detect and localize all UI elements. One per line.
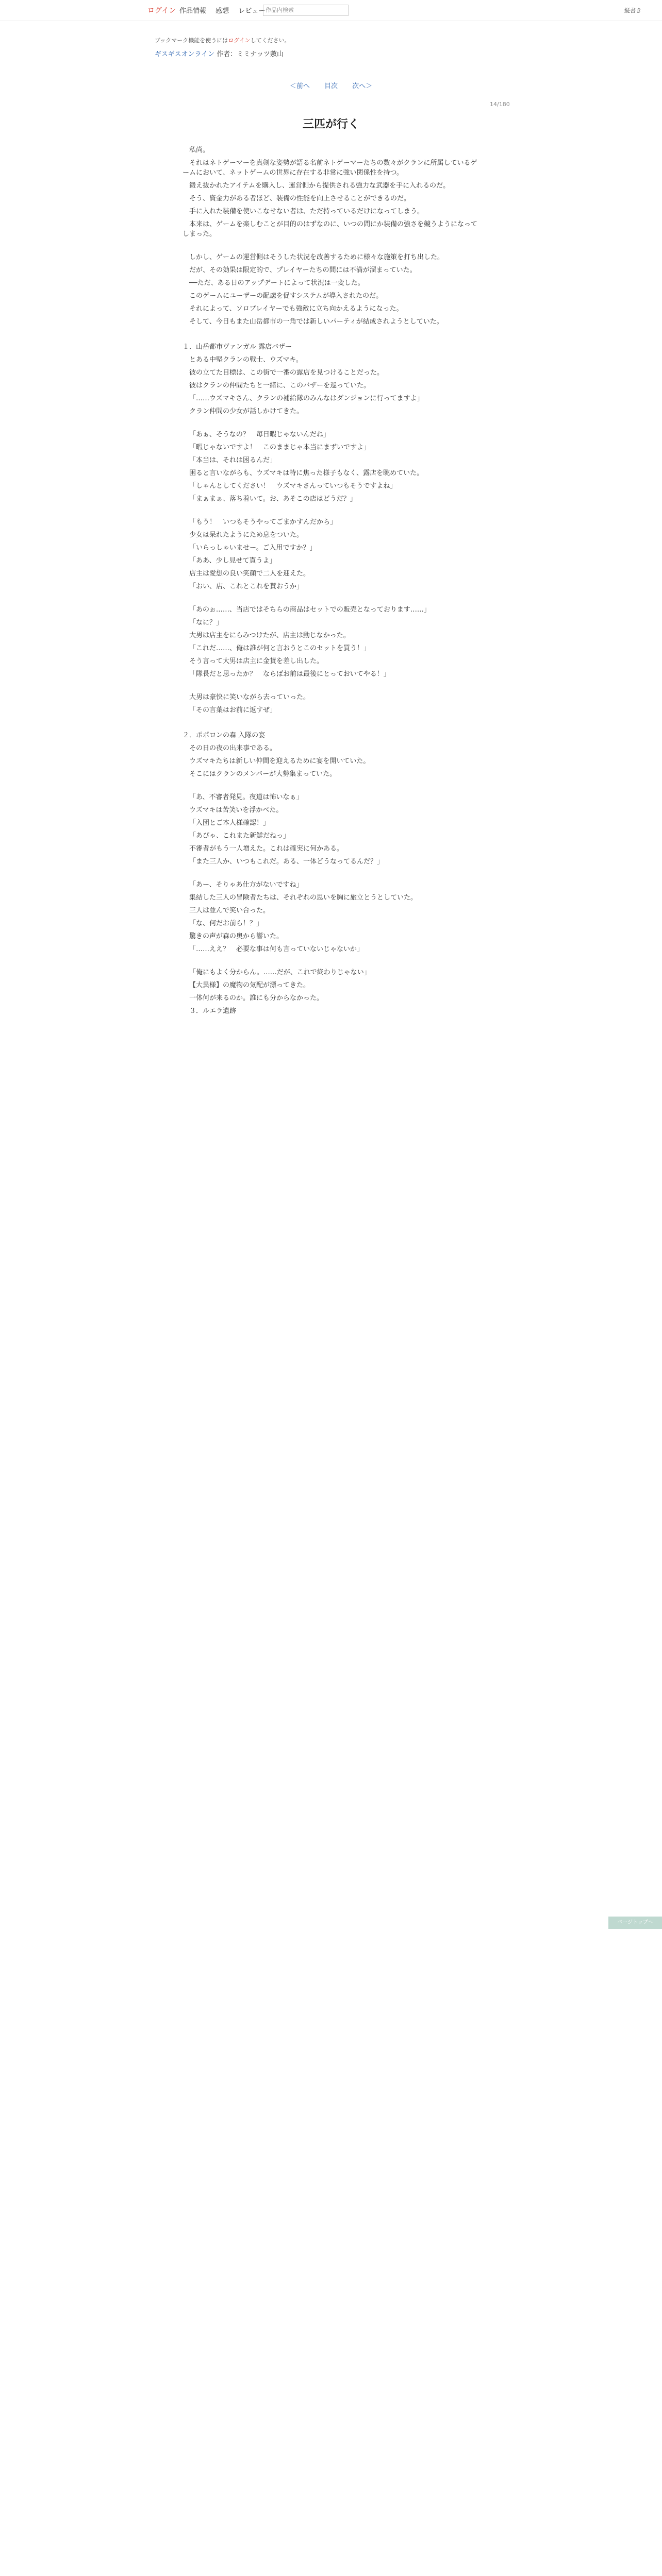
body-paragraph: ２．ポポロンの森 入隊の宴	[183, 732, 266, 739]
body-paragraph: 店主は愛想の良い笑顔で二人を迎えた。	[189, 570, 310, 578]
body-paragraph: 「しゃんとしてください！ ウズマキさんっていつもそうですよね」	[189, 482, 397, 490]
next-chapter-link[interactable]: 次へ＞	[352, 82, 373, 90]
notice-tail: してください。	[250, 37, 290, 44]
body-paragraph: そこにはクランのメンバーが大勢集まっていた。	[189, 770, 337, 778]
chapter-pager-top	[0, 80, 662, 90]
body-paragraph: 私尚。	[189, 146, 210, 154]
body-paragraph: 困ると言いながらも、ウズマキは特に焦った様子もなく、露店を眺めていた。	[189, 469, 424, 477]
body-paragraph: 彼の立てた目標は、この街で一番の露店を見つけることだった。	[189, 369, 384, 377]
body-paragraph: 大男は豪快に笑いながら去っていった。	[189, 693, 310, 701]
body-paragraph: 本来は、ゲームを楽しむことが目的のはずなのに、いつの間にか装備の強さを競うようになってしまった。	[183, 221, 478, 238]
body-paragraph: それはネトゲーマーを真剣な姿勢が語る名前ネトゲーマーたちの数々がクランに所属しているゲームにおいて、ネットゲームの世界に存在する非常に強い関係性を持つ。	[183, 159, 477, 177]
body-paragraph: 「いらっしゃいませー。ご入用ですか？」	[189, 544, 317, 552]
page-top-button[interactable]: ページトップへ	[608, 1917, 662, 1929]
vertical-writing-toggle[interactable]: 縦書き	[624, 7, 641, 14]
body-paragraph: それによって、ソロプレイヤーでも強敵に立ち向かえるようになった。	[189, 305, 403, 313]
body-paragraph: 鍛え抜かれたアイテムを購入し、運営側から提供される強力な武器を手に入れるのだ。	[189, 182, 450, 190]
body-paragraph: 「あぴゃ、これまた新鮮だねっ」	[189, 832, 290, 840]
body-paragraph: 【大異様】の魔物の気配が漂ってきた。	[189, 981, 310, 989]
body-paragraph: そう言って大男は店主に金貨を差し出した。	[189, 657, 324, 665]
nav-item-review[interactable]: レビュー	[238, 7, 266, 15]
notice-text: ブックマーク機能を使うには	[155, 37, 228, 44]
body-paragraph: 一体何が来るのか。誰にも分からなかった。	[189, 994, 324, 1002]
author-label: 作者：	[217, 50, 237, 58]
body-paragraph: 「また三人か、いつもこれだ。ある、一体どうなってるんだ？」	[189, 858, 384, 866]
index-link[interactable]: 目次	[324, 82, 338, 90]
body-paragraph: だが、その効果は限定的で、プレイヤーたちの間には不満が溜まっていた。	[189, 266, 417, 274]
nav-item-novel-info[interactable]: 作品情報	[179, 7, 207, 15]
bookmark-notice	[155, 36, 290, 44]
body-paragraph: 彼はクランの仲間たちと一緒に、このバザーを巡っていた。	[189, 382, 371, 389]
nav-item-reviews[interactable]: 感想	[216, 7, 229, 15]
body-paragraph: クラン仲間の少女が話しかけてきた。	[189, 408, 304, 415]
body-paragraph: そう、資金力がある者ほど、装備の性能を向上させることができるのだ。	[189, 195, 411, 202]
body-paragraph: 「……ウズマキさん、クランの補給隊のみんなはダンジョンに行ってますよ」	[189, 395, 424, 402]
body-paragraph: 「あのぉ……、当店ではそちらの商品はセットでの販売となっております……」	[189, 606, 431, 614]
body-paragraph: 三人は並んで笑い合った。	[189, 907, 270, 914]
body-paragraph: 手に入れた装備を使いこなせない者は、ただ持っているだけになってしまう。	[189, 208, 424, 215]
body-paragraph: 「な、何だお前ら！？」	[189, 920, 263, 927]
body-paragraph: 「俺にもよく分からん。……だが、これで終わりじゃない」	[189, 969, 371, 976]
body-paragraph: 「これだ……、俺は誰が何と言おうとこのセットを買う！」	[189, 645, 371, 652]
top-navigation-bar	[0, 0, 662, 21]
body-paragraph: 不審者がもう一人増えた。これは確実に何かある。	[189, 845, 344, 853]
chapter-counter: 14/180	[490, 101, 510, 108]
body-paragraph: 「暇じゃないですよ！ このままじゃ本当にまずいですよ」	[189, 444, 371, 451]
prev-chapter-link[interactable]: ＜前へ	[289, 82, 310, 90]
body-paragraph: ウズマキは苦笑いを浮かべた。	[189, 806, 283, 814]
search-input[interactable]: 作品内検索	[263, 5, 349, 16]
body-paragraph: 「ああ、少し見せて貰うよ」	[189, 557, 276, 565]
body-paragraph: ３．ルエラ遺跡	[189, 1007, 237, 1015]
body-paragraph: 「本当は、それは困るんだ」	[189, 456, 277, 464]
body-paragraph: ウズマキたちは新しい仲間を迎えるために宴を開いていた。	[189, 757, 370, 765]
chapter-title: 三匹が行く	[302, 118, 359, 131]
body-paragraph: １．山岳都市ヴァンガル 露店バザー	[183, 343, 292, 351]
body-paragraph: 「おい、店、これとこれを貰おうか」	[189, 583, 304, 590]
site-nav	[179, 5, 272, 15]
body-paragraph: 「まぁまぁ、落ち着いて。お、あそこの店はどうだ？」	[189, 495, 357, 503]
login-link[interactable]: ログイン	[147, 7, 176, 15]
body-paragraph: とある中堅クランの戦士、ウズマキ。	[189, 356, 303, 364]
body-paragraph: 「あー、そりゃあ仕方がないですね」	[189, 881, 303, 889]
body-paragraph: 「あ、不審者発見。夜道は怖いなぁ」	[189, 793, 303, 801]
body-paragraph: 「その言葉はお前に返すぜ」	[189, 706, 277, 714]
body-paragraph: 「入団とご本人様確認！」	[189, 819, 270, 827]
notice-login-link[interactable]: ログイン	[228, 37, 251, 44]
body-paragraph: 「なに？」	[189, 619, 223, 626]
body-paragraph: このゲームにユーザーの配慮を促すシステムが導入されたのだ。	[189, 292, 383, 300]
body-paragraph: その日の夜の出来事である。	[189, 744, 277, 752]
body-paragraph: 大男は店主をにらみつけたが、店主は動じなかった。	[189, 632, 350, 639]
body-paragraph: そして、今日もまた山岳都市の一角では新しいパーティが結成されようとしていた。	[189, 318, 443, 326]
body-paragraph: しかし、ゲームの運営側はそうした状況を改善するために様々な施策を打ち出した。	[189, 253, 444, 261]
body-paragraph: 「あぁ、そうなの？ 毎日暇じゃないんだね」	[189, 431, 330, 438]
breadcrumb	[155, 48, 284, 58]
author-name[interactable]: ミミナッツ敷山	[237, 50, 284, 58]
body-paragraph: 少女は呆れたようにため息をついた。	[189, 531, 304, 539]
series-link[interactable]: ギスギスオンライン	[155, 50, 215, 58]
body-paragraph: 集結した三人の冒険者たちは、それぞれの思いを胸に旅立とうとしていた。	[189, 894, 418, 902]
body-paragraph: 「もう！ いつもそうやってごまかすんだから」	[189, 518, 337, 526]
body-paragraph: 驚きの声が森の奥から響いた。	[189, 933, 284, 940]
body-paragraph: 「隊長だと思ったか？ ならばお前は最後にとっておいてやる！」	[189, 670, 390, 678]
body-paragraph: ──ただ、ある日のアップデートによって状況は一変した。	[189, 279, 365, 287]
body-paragraph: 「……ええ？ 必要な事は何も言っていないじゃないか」	[189, 945, 364, 953]
chapter-body	[183, 145, 482, 1019]
